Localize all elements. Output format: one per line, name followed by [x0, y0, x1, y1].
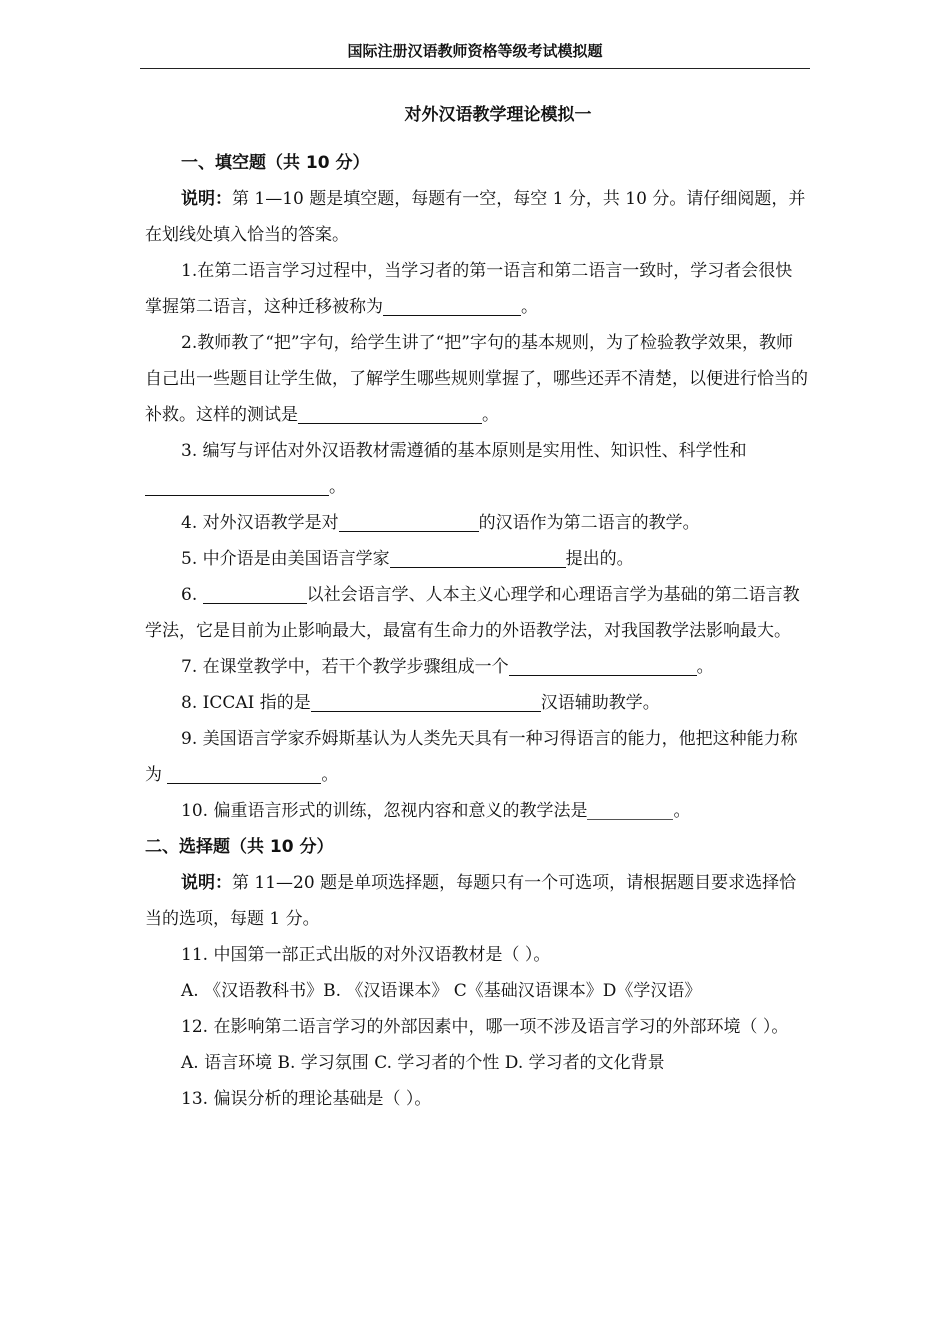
- answer-blank-2[interactable]: [298, 403, 482, 424]
- question-9-text: 9. 美国语言学家乔姆斯基认为人类先天具有一种习得语言的能力，他把这种能力称为: [145, 729, 798, 785]
- answer-blank-4[interactable]: [339, 511, 479, 532]
- header-rule: [140, 68, 810, 69]
- question-8-text: 8. ICCAI 指的是: [181, 693, 311, 713]
- question-2-text: 2.教师教了“把”字句，给学生讲了“把”字句的基本规则，为了检验教学效果，教师自己出一些题目让学生做，了解学生哪些规则掌握了，哪些还弄不清楚，以便进行恰当的补救。这样的测试是: [145, 333, 808, 425]
- question-13: 13. 偏误分析的理论基础是（ ）。: [181, 1089, 432, 1109]
- question-3-end: 。: [329, 477, 346, 497]
- answer-blank-5[interactable]: [390, 547, 566, 568]
- question-2: [145, 325, 809, 433]
- question-8-end: 汉语辅助教学。: [540, 693, 660, 713]
- note-label: 说明：: [181, 189, 232, 209]
- question-2-end: 。: [482, 405, 499, 425]
- note-label-2: 说明：: [181, 873, 232, 893]
- question-4-end: 的汉语作为第二语言的教学。: [478, 513, 700, 533]
- question-7-end: 。: [696, 657, 714, 677]
- page-header: 国际注册汉语教师资格等级考试模拟题: [347, 42, 603, 60]
- answer-blank-9[interactable]: [167, 763, 321, 784]
- question-6: [145, 577, 809, 649]
- answer-blank-8[interactable]: [311, 691, 541, 712]
- question-9-end: 。: [321, 765, 339, 785]
- question-6-text: 6.: [181, 585, 203, 605]
- question-11-options: A. 《汉语教科书》B. 《汉语课本》 C《基础汉语课本》D《学汉语》: [181, 981, 702, 1001]
- answer-blank-3[interactable]: [145, 475, 329, 496]
- section-2-heading: 二、选择题（共 10 分）: [145, 837, 334, 857]
- question-8: [145, 685, 809, 721]
- answer-blank-6[interactable]: [203, 583, 307, 604]
- question-5-end: 提出的。: [565, 549, 634, 569]
- question-1-end: 。: [521, 297, 538, 317]
- question-3-text: 3. 编写与评估对外汉语教材需遵循的基本原则是实用性、知识性、科学性和: [181, 441, 747, 461]
- section-1-heading: 一、填空题（共 10 分）: [181, 153, 370, 173]
- note-text-2: 第 11—20 题是单项选择题，每题只有一个可选项，请根据题目要求选择恰当的选项，每题 1 分。: [145, 873, 797, 929]
- question-4: [145, 505, 809, 541]
- document-title: 对外汉语教学理论模拟一: [404, 105, 592, 125]
- question-10: [145, 793, 809, 829]
- question-3: [145, 433, 809, 505]
- answer-blank-1[interactable]: [383, 295, 521, 316]
- question-7: [145, 649, 809, 685]
- question-6-end: 以社会语言学、人本主义心理学和心理语言学为基础的第二语言教学法，它是目前为止影响最大，最富有生命力的外语教学法，对我国教学法影响最大。: [145, 585, 800, 641]
- section-2-note: [145, 865, 809, 937]
- note-text: 第 1—10 题是填空题，每题有一空，每空 1 分，共 10 分。请仔细阅题，并在划线处填入恰当的答案。: [145, 189, 806, 245]
- question-12-options: A. 语言环境 B. 学习氛围 C. 学习者的个性 D. 学习者的文化背景: [181, 1053, 665, 1073]
- question-5: [145, 541, 809, 577]
- answer-blank-7[interactable]: [509, 655, 697, 676]
- question-5-text: 5. 中介语是由美国语言学家: [181, 549, 390, 569]
- section-1-note: [145, 181, 809, 253]
- question-11: 11. 中国第一部正式出版的对外汉语教材是（ ）。: [181, 945, 551, 965]
- question-1: [145, 253, 809, 325]
- question-9: [145, 721, 809, 793]
- question-12: 12. 在影响第二语言学习的外部因素中，哪一项不涉及语言学习的外部环境（ ）。: [181, 1017, 789, 1037]
- answer-blank-10[interactable]: [587, 799, 673, 820]
- question-10-end: 。: [673, 801, 691, 821]
- question-1-text: 1.在第二语言学习过程中，当学习者的第一语言和第二语言一致时，学习者会很快掌握第二语言，这种迁移被称为: [145, 261, 793, 317]
- document-body: [145, 145, 809, 1117]
- question-10-text: 10. 偏重语言形式的训练，忽视内容和意义的教学法是: [181, 801, 588, 821]
- question-7-text: 7. 在课堂教学中，若干个教学步骤组成一个: [181, 657, 509, 677]
- question-4-text: 4. 对外汉语教学是对: [181, 513, 339, 533]
